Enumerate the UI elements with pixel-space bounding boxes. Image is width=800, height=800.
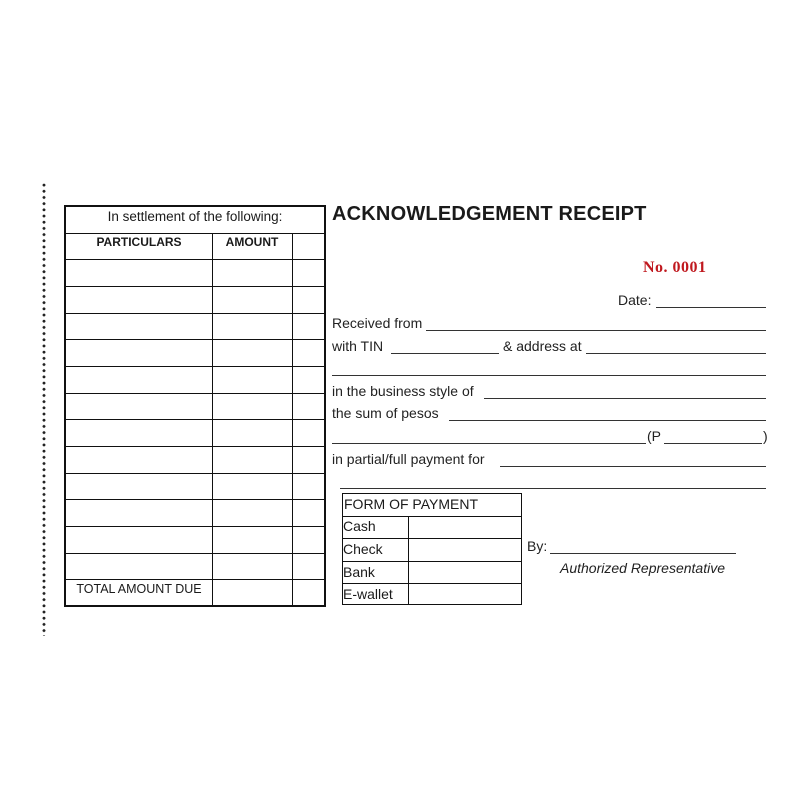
sum-in-words-continuation-field[interactable] bbox=[332, 443, 646, 444]
payment-for-label: in partial/full payment for bbox=[332, 451, 485, 467]
sum-of-pesos-label: the sum of pesos bbox=[332, 405, 439, 421]
received-from-field[interactable] bbox=[426, 330, 766, 331]
tin-label: with TIN bbox=[332, 338, 384, 354]
receipt-number: No. 0001 bbox=[643, 259, 707, 276]
amount-column-header: AMOUNT bbox=[225, 235, 279, 249]
form-of-payment-table bbox=[342, 493, 522, 605]
address-label: & address at bbox=[503, 338, 582, 354]
received-from-label: Received from bbox=[332, 315, 423, 331]
form-of-payment-title: FORM OF PAYMENT bbox=[344, 496, 479, 512]
date-label: Date: bbox=[618, 292, 652, 308]
perforation-line bbox=[42, 182, 46, 636]
receipt-title: ACKNOWLEDGEMENT RECEIPT bbox=[332, 203, 647, 225]
particulars-column-header: PARTICULARS bbox=[96, 235, 182, 249]
payment-option-bank: Bank bbox=[343, 564, 375, 580]
payment-option-check: Check bbox=[343, 541, 383, 557]
payment-option-e-wallet: E-wallet bbox=[343, 586, 393, 602]
particulars-table bbox=[64, 205, 326, 607]
peso-amount-open: (P bbox=[647, 428, 661, 444]
sum-in-words-field[interactable] bbox=[449, 420, 766, 421]
business-style-label: in the business style of bbox=[332, 383, 474, 399]
total-amount-due-label: TOTAL AMOUNT DUE bbox=[76, 582, 202, 596]
peso-amount-close: ) bbox=[763, 428, 768, 444]
address-field[interactable] bbox=[586, 353, 766, 354]
payment-for-continuation-field[interactable] bbox=[340, 488, 766, 489]
authorized-representative-label: Authorized Representative bbox=[560, 560, 725, 576]
tin-field[interactable] bbox=[391, 353, 499, 354]
peso-amount-field[interactable] bbox=[664, 443, 762, 444]
payment-option-cash: Cash bbox=[343, 518, 376, 534]
settlement-header: In settlement of the following: bbox=[107, 209, 283, 224]
payment-for-field[interactable] bbox=[500, 466, 766, 467]
by-label: By: bbox=[527, 538, 548, 554]
signature-field[interactable] bbox=[550, 553, 736, 554]
date-field[interactable] bbox=[656, 307, 766, 308]
address-continuation-field[interactable] bbox=[332, 375, 766, 376]
business-style-field[interactable] bbox=[484, 398, 766, 399]
